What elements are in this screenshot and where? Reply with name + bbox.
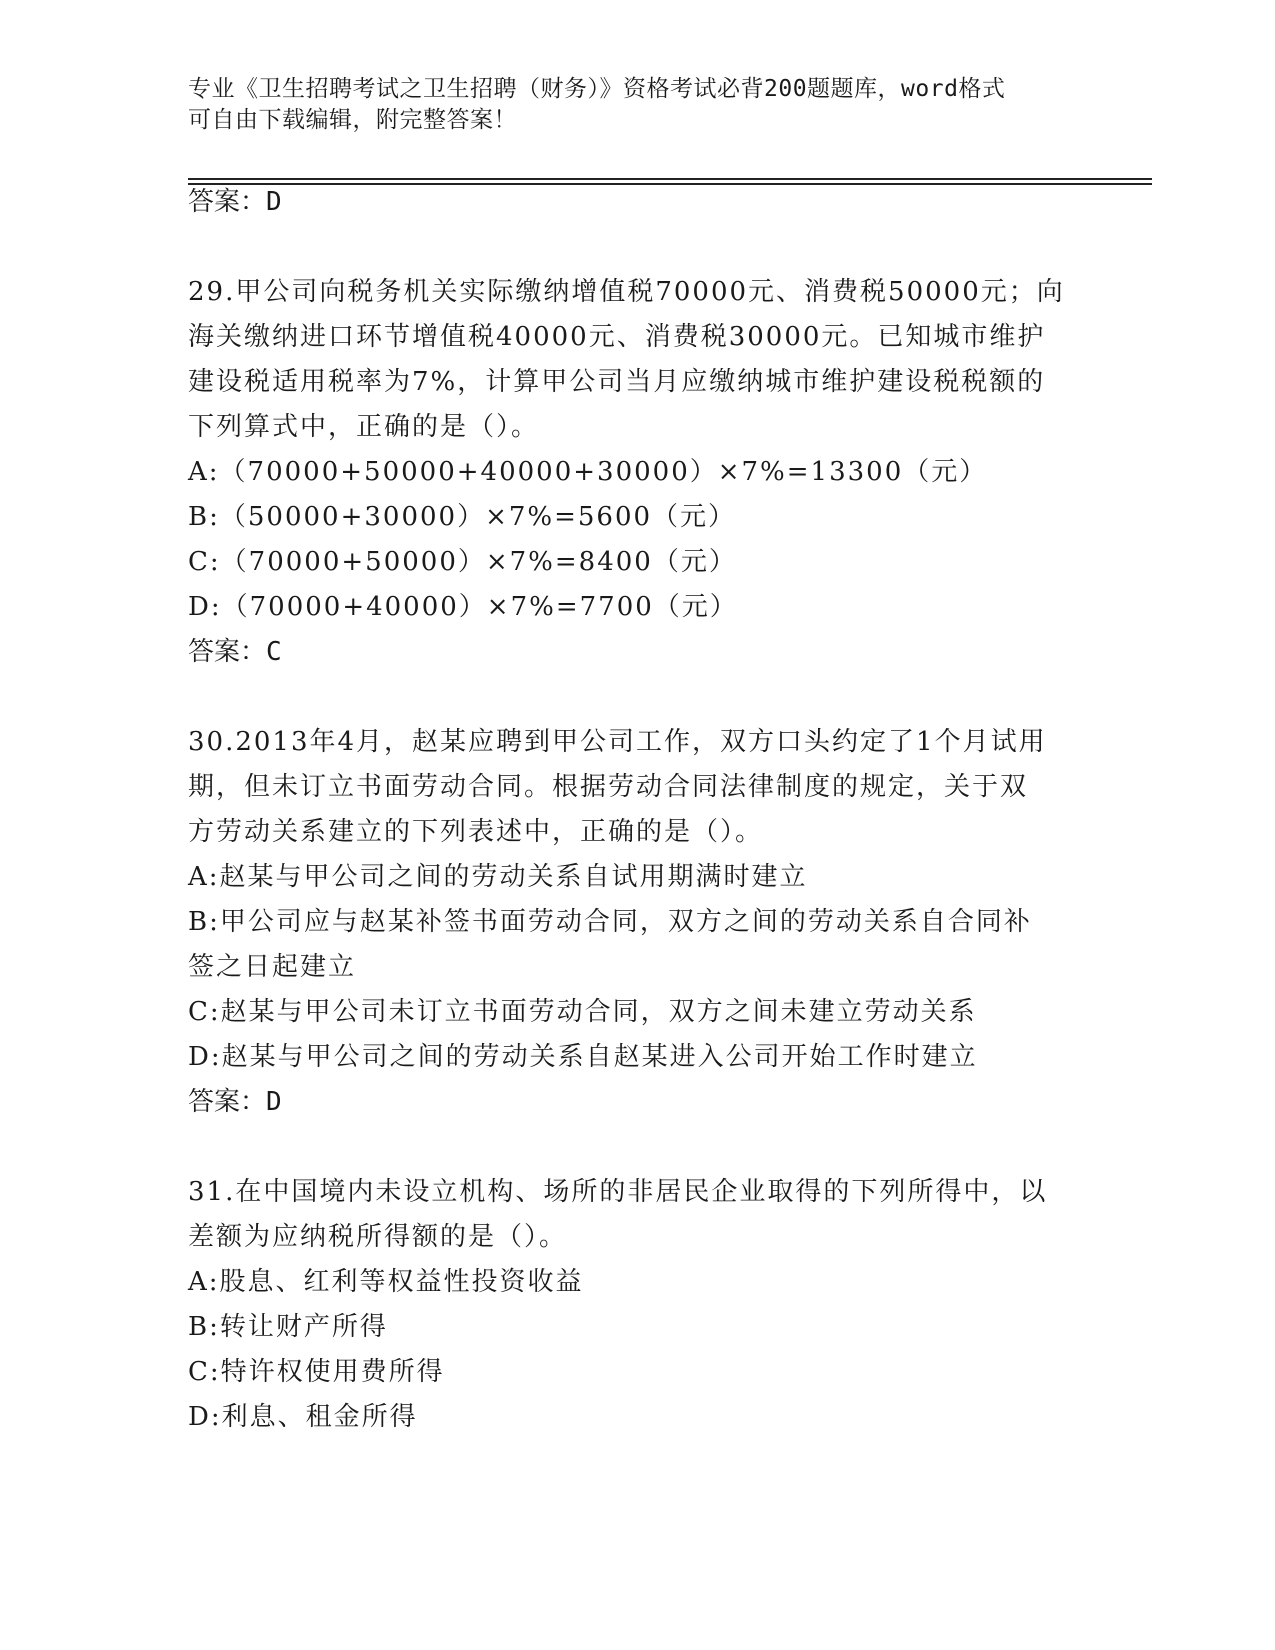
question-29-line-1: 29.甲公司向税务机关实际缴纳增值税70000元、消费税50000元；向 — [188, 277, 1065, 307]
question-29-option-c: C:（70000+50000）×7%=8400（元） — [188, 547, 737, 577]
question-30-option-c: C:赵某与甲公司未订立书面劳动合同，双方之间未建立劳动关系 — [188, 997, 977, 1027]
question-29-option-d: D:（70000+40000）×7%=7700（元） — [188, 592, 738, 622]
question-31 — [188, 1170, 1088, 1440]
header-line-1: 专业《卫生招聘考试之卫生招聘（财务）》资格考试必背200题题库，word格式 — [188, 76, 1006, 102]
question-31-option-b: B:转让财产所得 — [188, 1312, 388, 1342]
question-29 — [188, 270, 1088, 675]
answer-previous: 答案：D — [188, 187, 282, 217]
question-29-option-a: A:（70000+50000+40000+30000）×7%=13300（元） — [188, 457, 988, 487]
header-line-2: 可自由下载编辑，附完整答案！ — [188, 107, 517, 133]
question-31-option-a: A:股息、红利等权益性投资收益 — [188, 1267, 584, 1297]
question-31-option-c: C:特许权使用费所得 — [188, 1357, 445, 1387]
spacer — [188, 225, 1088, 270]
question-30-line-1: 30.2013年4月，赵某应聘到甲公司工作，双方口头约定了1个月试用 — [188, 727, 1047, 757]
page-header — [188, 74, 1068, 136]
question-30-option-b-cont: 签之日起建立 — [188, 952, 357, 982]
question-30-line-3: 方劳动关系建立的下列表述中，正确的是（）。 — [188, 817, 764, 847]
question-29-option-b: B:（50000+30000）×7%=5600（元） — [188, 502, 737, 532]
question-31-line-1: 31.在中国境内未设立机构、场所的非居民企业取得的下列所得中，以 — [188, 1177, 1048, 1207]
question-29-line-3: 建设税适用税率为7%，计算甲公司当月应缴纳城市维护建设税税额的 — [188, 367, 1046, 397]
question-29-line-2: 海关缴纳进口环节增值税40000元、消费税30000元。已知城市维护 — [188, 322, 1046, 352]
question-29-line-4: 下列算式中，正确的是（）。 — [188, 412, 540, 442]
spacer — [188, 675, 1088, 720]
question-29-answer: 答案：C — [188, 637, 282, 667]
question-31-option-d: D:利息、租金所得 — [188, 1402, 418, 1432]
question-30-line-2: 期，但未订立书面劳动合同。根据劳动合同法律制度的规定，关于双 — [188, 772, 1029, 802]
question-30-option-d: D:赵某与甲公司之间的劳动关系自赵某进入公司开始工作时建立 — [188, 1042, 978, 1072]
spacer — [188, 1125, 1088, 1170]
document-body — [188, 180, 1088, 1440]
question-30-option-b: B:甲公司应与赵某补签书面劳动合同，双方之间的劳动关系自合同补 — [188, 907, 1032, 937]
question-31-line-2: 差额为应纳税所得额的是（）。 — [188, 1222, 568, 1252]
question-30 — [188, 720, 1088, 1125]
question-30-answer: 答案：D — [188, 1087, 282, 1117]
question-30-option-a: A:赵某与甲公司之间的劳动关系自试用期满时建立 — [188, 862, 808, 892]
